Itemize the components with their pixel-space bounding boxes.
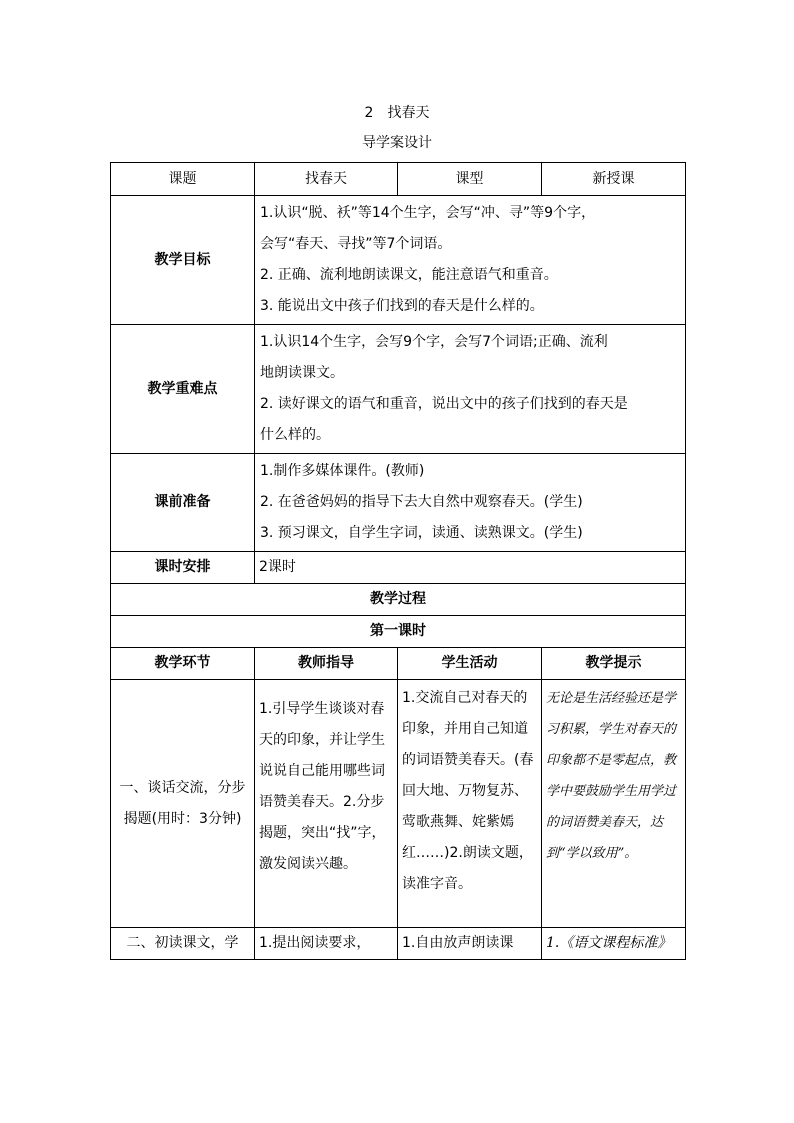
key-point-line: 2. 读好课文的语气和重音，说出文中的孩子们找到的春天是 (260, 396, 628, 412)
key-points-content (255, 325, 686, 454)
student-activity-cell: 1.交流自己对春天的印象，并用自己知道的词语赞美春天。(春回大地、万物复苏、莺歌燕舞、姹紫嫣红……)2.朗读文题，读准字音。 (398, 680, 542, 928)
table-row (111, 552, 686, 584)
topic-value: 找春天 (255, 163, 398, 196)
preparation-line: 2. 在爸爸妈妈的指导下去大自然中观察春天。(学生) (260, 494, 583, 510)
schedule-value: 2课时 (255, 552, 686, 584)
teaching-hint-cell: 无论是生活经验还是学习积累，学生对春天的印象都不是零起点，教学中要鼓励学生用学过的词语赞美春天，达到“学以致用”。 (542, 680, 686, 928)
key-points-label: 教学重难点 (111, 325, 255, 454)
column-header: 教学环节 (111, 648, 255, 680)
lesson-plan-table (110, 162, 686, 960)
student-activity-cell: 1.自由放声朗读课 (398, 928, 542, 960)
table-row (111, 325, 686, 454)
stage-cell: 二、初读课文，学 (111, 928, 255, 960)
column-header: 教师指导 (255, 648, 398, 680)
goal-line: 3. 能说出文中孩子们找到的春天是什么样的。 (260, 298, 544, 314)
goals-content (255, 196, 686, 325)
page-subtitle: 导学案设计 (362, 135, 432, 151)
table-row (111, 584, 686, 616)
topic-label: 课题 (111, 163, 255, 196)
type-value: 新授课 (542, 163, 686, 196)
table-row (111, 454, 686, 552)
column-header: 教学提示 (542, 648, 686, 680)
key-point-line: 1.认识14个生字，会写9个字，会写7个词语;正确、流利 (260, 334, 608, 350)
lesson-title: 2 找春天 (364, 105, 430, 121)
key-point-line: 地朗读课文。 (260, 365, 344, 381)
table-row (111, 196, 686, 325)
table-row (111, 616, 686, 648)
teaching-hint-cell: 1.《语文课程标准》 (542, 928, 686, 960)
table-row (111, 680, 686, 928)
teacher-guidance-cell: 1.引导学生谈谈对春天的印象，并让学生说说自己能用哪些词语赞美春天。2.分步揭题，突出“找”字，激发阅读兴趣。 (255, 680, 398, 928)
table-row (111, 163, 686, 196)
stage-cell: 一、谈话交流，分步揭题(用时：3分钟) (111, 680, 255, 928)
period-heading: 第一课时 (111, 616, 686, 648)
teacher-guidance-cell: 1.提出阅读要求， (255, 928, 398, 960)
goals-label: 教学目标 (111, 196, 255, 325)
goal-line: 1.认识“脱、袄”等14个生字，会写“冲、寻”等9个字， (260, 205, 596, 221)
type-label: 课型 (398, 163, 542, 196)
process-heading: 教学过程 (111, 584, 686, 616)
table-header-row (111, 648, 686, 680)
preparation-content (255, 454, 686, 552)
column-header: 学生活动 (398, 648, 542, 680)
schedule-label: 课时安排 (111, 552, 255, 584)
preparation-label: 课前准备 (111, 454, 255, 552)
preparation-line: 3. 预习课文，自学生字词，读通、读熟课文。(学生) (260, 525, 583, 541)
goal-line: 会写“春天、寻找”等7个词语。 (260, 236, 452, 252)
goal-line: 2. 正确、流利地朗读课文，能注意语气和重音。 (260, 267, 558, 283)
table-row (111, 928, 686, 960)
key-point-line: 什么样的。 (260, 427, 330, 443)
preparation-line: 1.制作多媒体课件。(教师) (260, 463, 425, 479)
